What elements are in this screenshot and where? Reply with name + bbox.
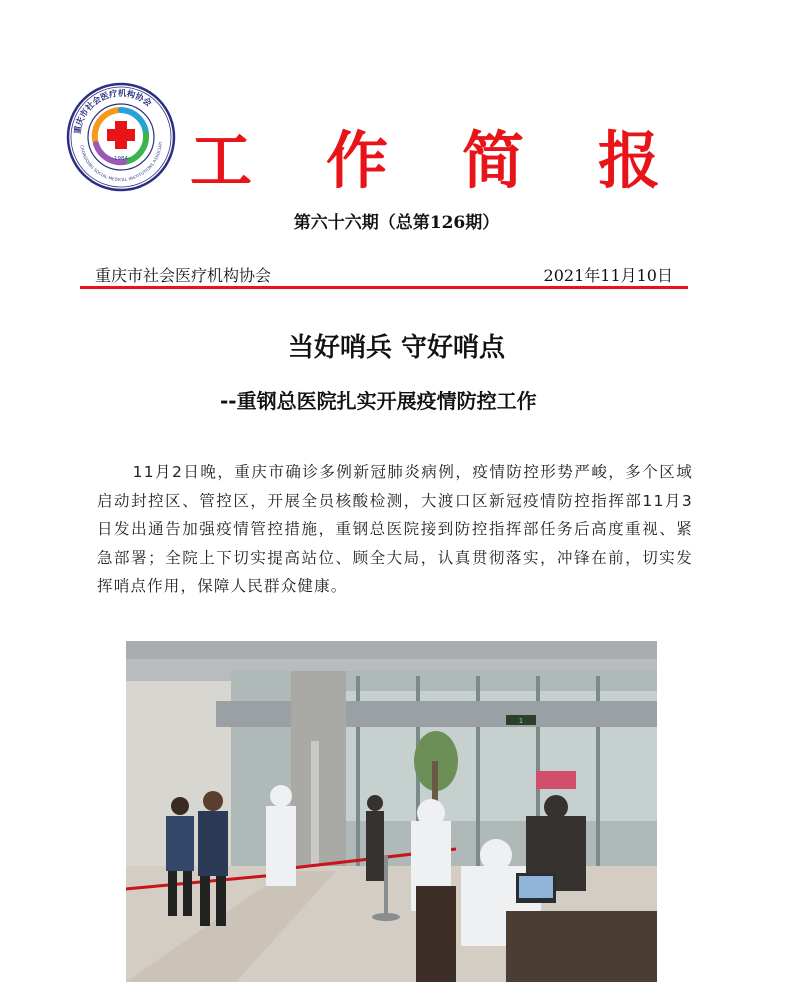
article-subheadline: --重钢总医院扎实开展疫情防控工作: [220, 389, 537, 413]
logo-ring-text: 重庆市社会医疗机构协会: [71, 87, 154, 135]
masthead-char: 报: [597, 124, 660, 197]
publisher-name: 重庆市社会医疗机构协会: [95, 266, 272, 285]
logo-ring-text-en: CHONGQING SOCIAL MEDICAL INSTITUTIONS ASSOCIATI: [79, 141, 163, 183]
article-paragraph: 11月2日晚，重庆市确诊多例新冠肺炎病例，疫情防控形势严峻，多个区域启动封控区、管控区，开展全员核酸检测，大渡口区新冠疫情防控指挥部11月3日发出通告加强疫情管控措施，重钢总医院接到防控指挥部任务后高度重视、紧急部署；全院上下切实提高站位、顾全大局，认真贯彻落实，冲锋在前，切实发挥哨点作用，保障人民群众健康。: [97, 463, 693, 596]
publish-date: 2021年11月10日: [543, 266, 673, 285]
masthead-char: 工: [190, 124, 253, 197]
exit-sign-text: 1: [518, 717, 524, 725]
issue-number: 第六十六期（总第126期）: [293, 213, 500, 233]
article-headline: 当好哨兵 守好哨点: [287, 333, 506, 363]
masthead-char: 作: [325, 124, 388, 197]
association-logo: [66, 82, 176, 192]
masthead-char: 简: [461, 124, 524, 197]
red-cross-emblem-icon: [66, 82, 176, 192]
hospital-lobby-photo: [126, 641, 657, 982]
header-divider: [80, 286, 688, 289]
masthead-title: [190, 122, 660, 200]
logo-year: -1984-: [112, 156, 130, 162]
hospital-lobby-photo-icon: [126, 641, 657, 982]
